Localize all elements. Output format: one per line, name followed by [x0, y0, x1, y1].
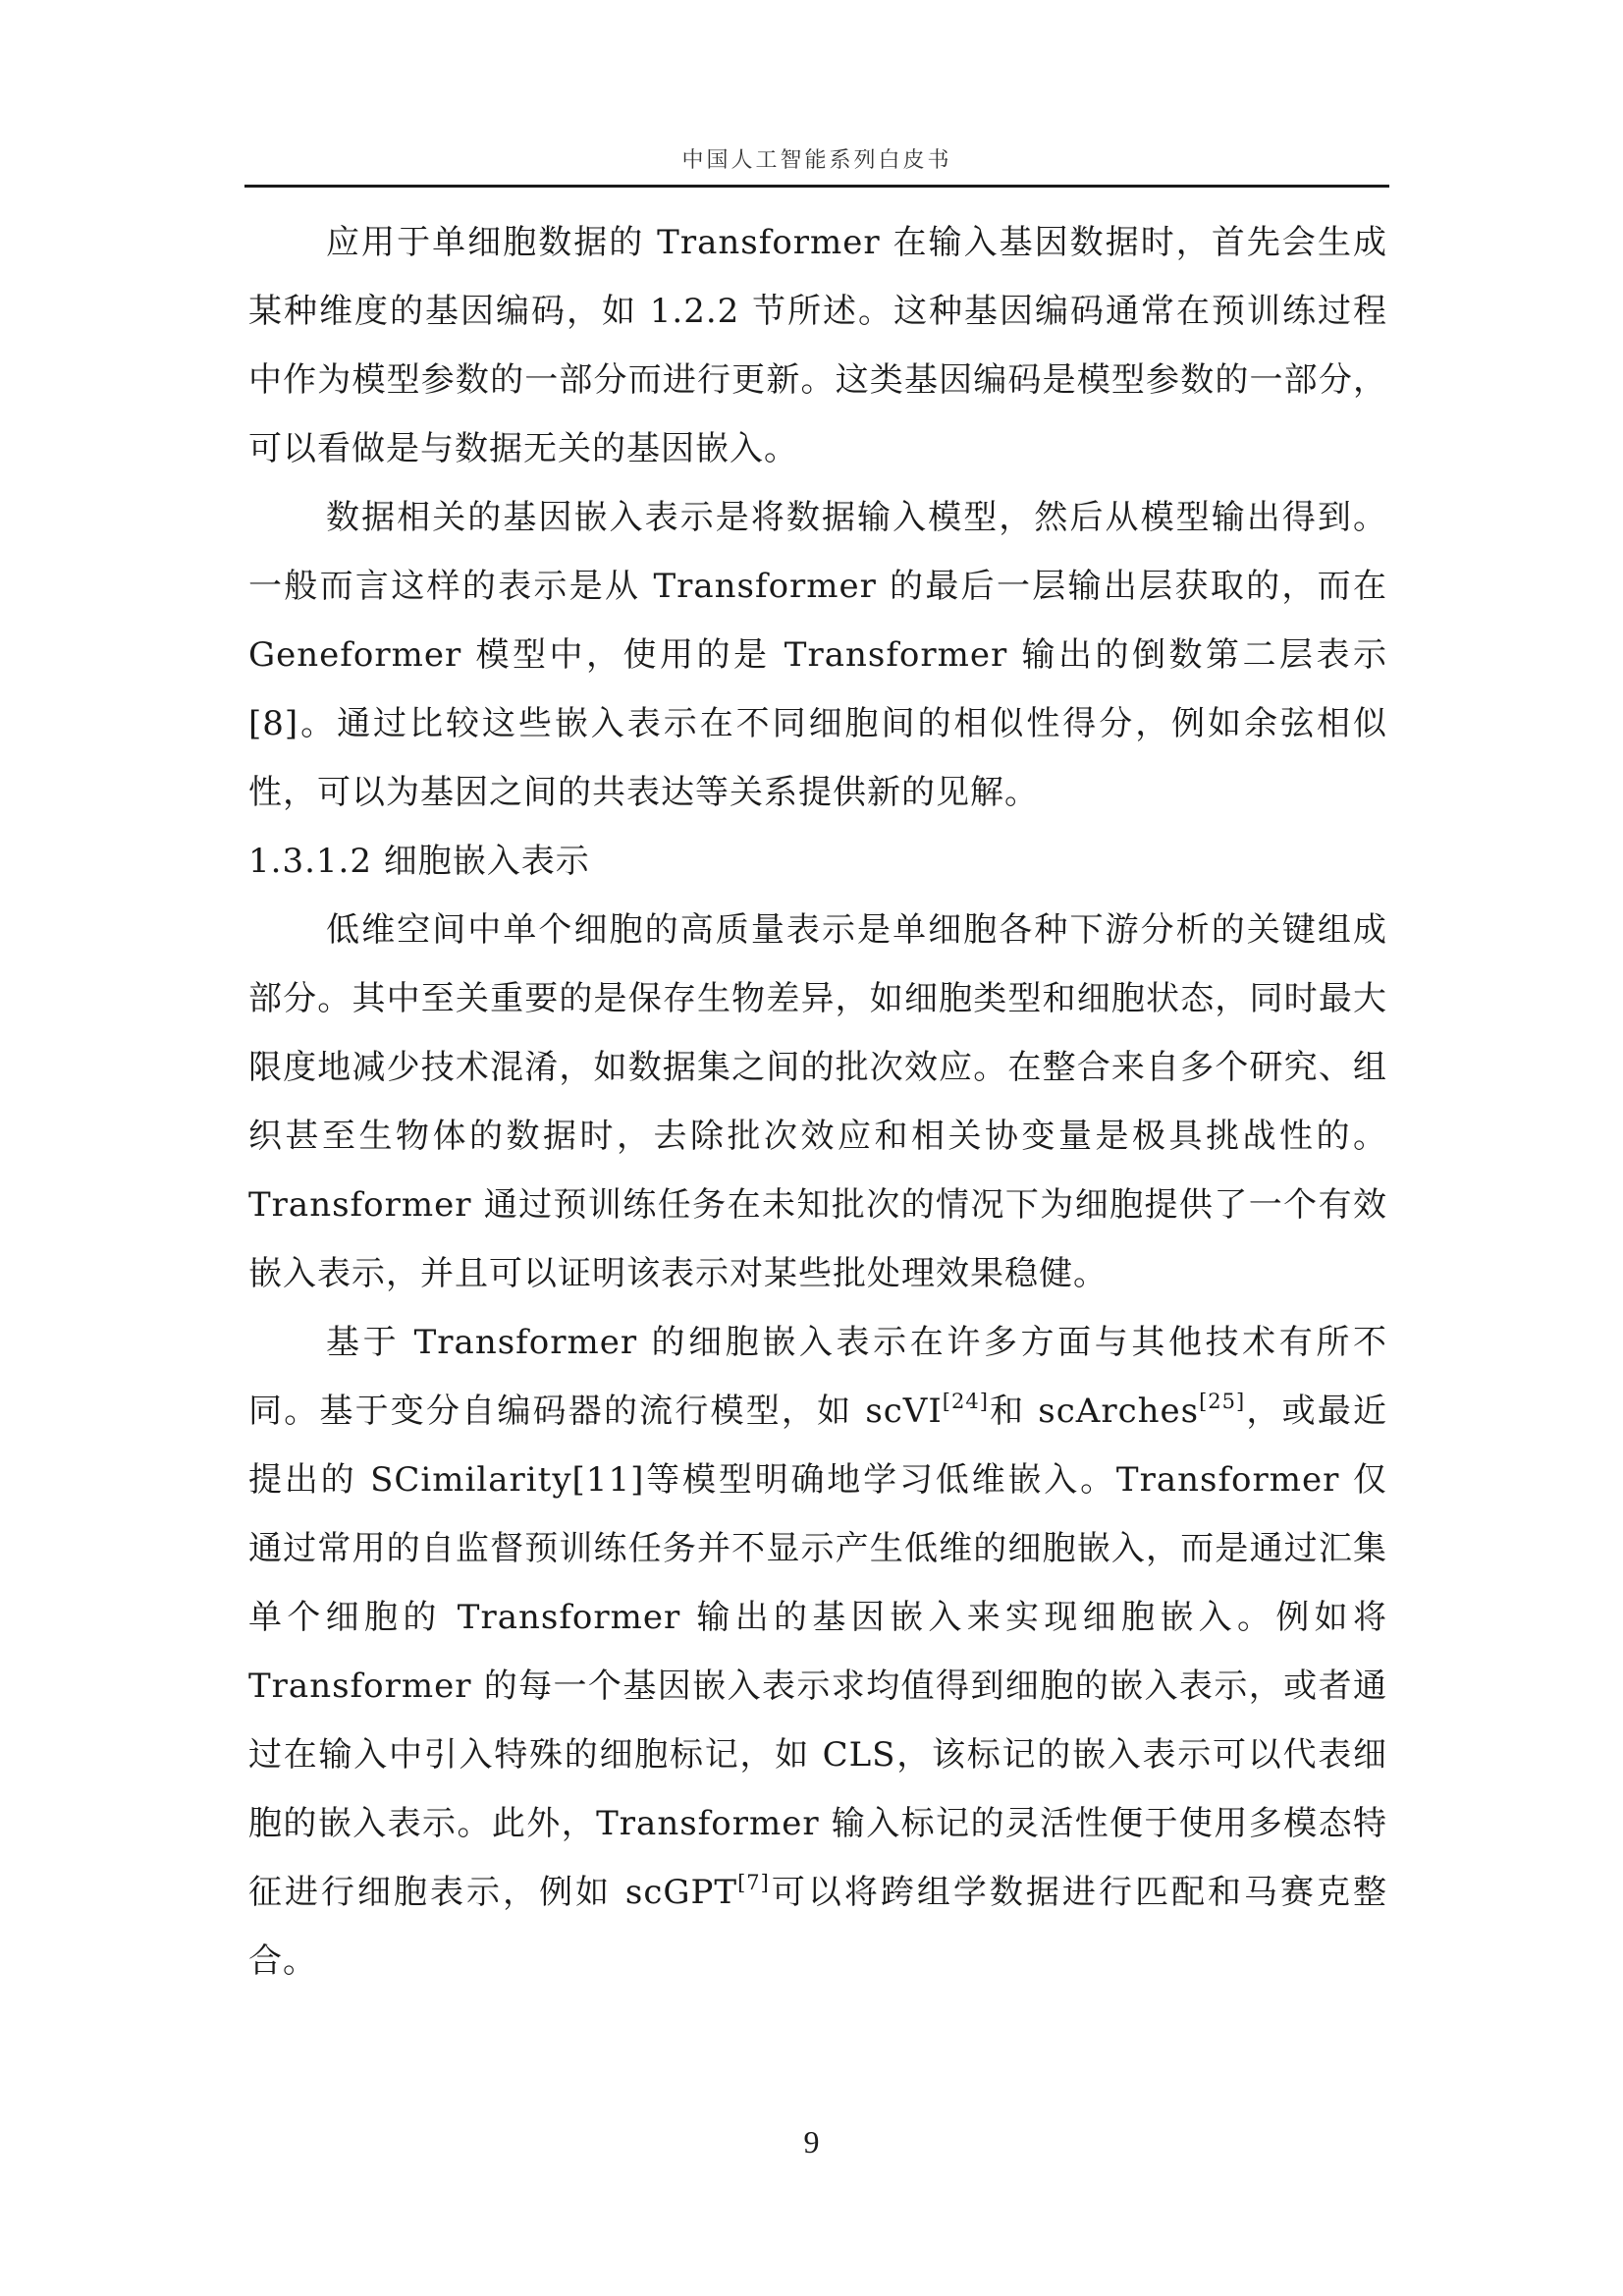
header-rule [244, 185, 1389, 188]
page-number: 9 [803, 2124, 820, 2159]
paragraph-cell-representation: 低维空间中单个细胞的高质量表示是单细胞各种下游分析的关键组成部分。其中至关重要的是保存生物差异，如细胞类型和细胞状态，同时最大限度地减少技术混淆，如数据集之间的批次效应。在整合来自多个研究、组织甚至生物体的数据时，去除批次效应和相关协变量是极具挑战性的。Transformer 通过预训练任务在未知批次的情况下为细胞提供了一个有效嵌入表示，并且可以证明该表示对某些批处理效果稳健。 [248, 910, 1387, 1293]
text-run: ，或最近提出的 SCimilarity[11]等模型明确地学习低维嵌入。Transformer 仅通过常用的自监督预训练任务并不显示产生低维的细胞嵌入，而是通过汇集单个细胞的 Transformer 输出的基因嵌入来实现细胞嵌入。例如将 Transformer 的每一个基因嵌入表示求均值得到细胞的嵌入表示，或者通过在输入中引入特殊的细胞标记，如 CLS，该标记的嵌入表示可以代表细胞的嵌入表示。此外，Transformer 输入标记的灵活性便于使用多模态特征进行细胞表示，例如 scGPT [248, 1392, 1387, 1912]
text-run: 和 scArches [988, 1392, 1200, 1431]
citation-ref: [25] [1199, 1389, 1246, 1413]
paragraph-transformer-cell-embedding [248, 1308, 1387, 1995]
text-run: 可以将跨组学数据进行匹配和马赛克整合。 [248, 1873, 1388, 1981]
citation-ref: [24] [942, 1389, 989, 1413]
running-header: 中国人工智能系列白皮书 [681, 148, 952, 173]
text-run: 基于 Transformer 的细胞嵌入表示在许多方面与其他技术有所不同。基于变分自编码器的流行模型，如 scVI [248, 1323, 1387, 1431]
paragraph-data-dependent-embedding: 数据相关的基因嵌入表示是将数据输入模型，然后从模型输出得到。一般而言这样的表示是从 Transformer 的最后一层输出层获取的，而在 Geneformer 模型中，使用的是 Transformer 输出的倒数第二层表示[8]。通过比较这些嵌入表示在不同细胞间的相似性得分，例如余弦相似性，可以为基因之间的共表达等关系提供新的见解。 [248, 498, 1387, 812]
body-text [248, 208, 1387, 1995]
paragraph-gene-encoding: 应用于单细胞数据的 Transformer 在输入基因数据时，首先会生成某种维度的基因编码，如 1.2.2 节所述。这种基因编码通常在预训练过程中作为模型参数的一部分而进行更新。这类基因编码是模型参数的一部分，可以看做是与数据无关的基因嵌入。 [248, 223, 1387, 468]
citation-ref: [7] [737, 1870, 770, 1894]
section-heading: 1.3.1.2 细胞嵌入表示 [248, 842, 590, 881]
